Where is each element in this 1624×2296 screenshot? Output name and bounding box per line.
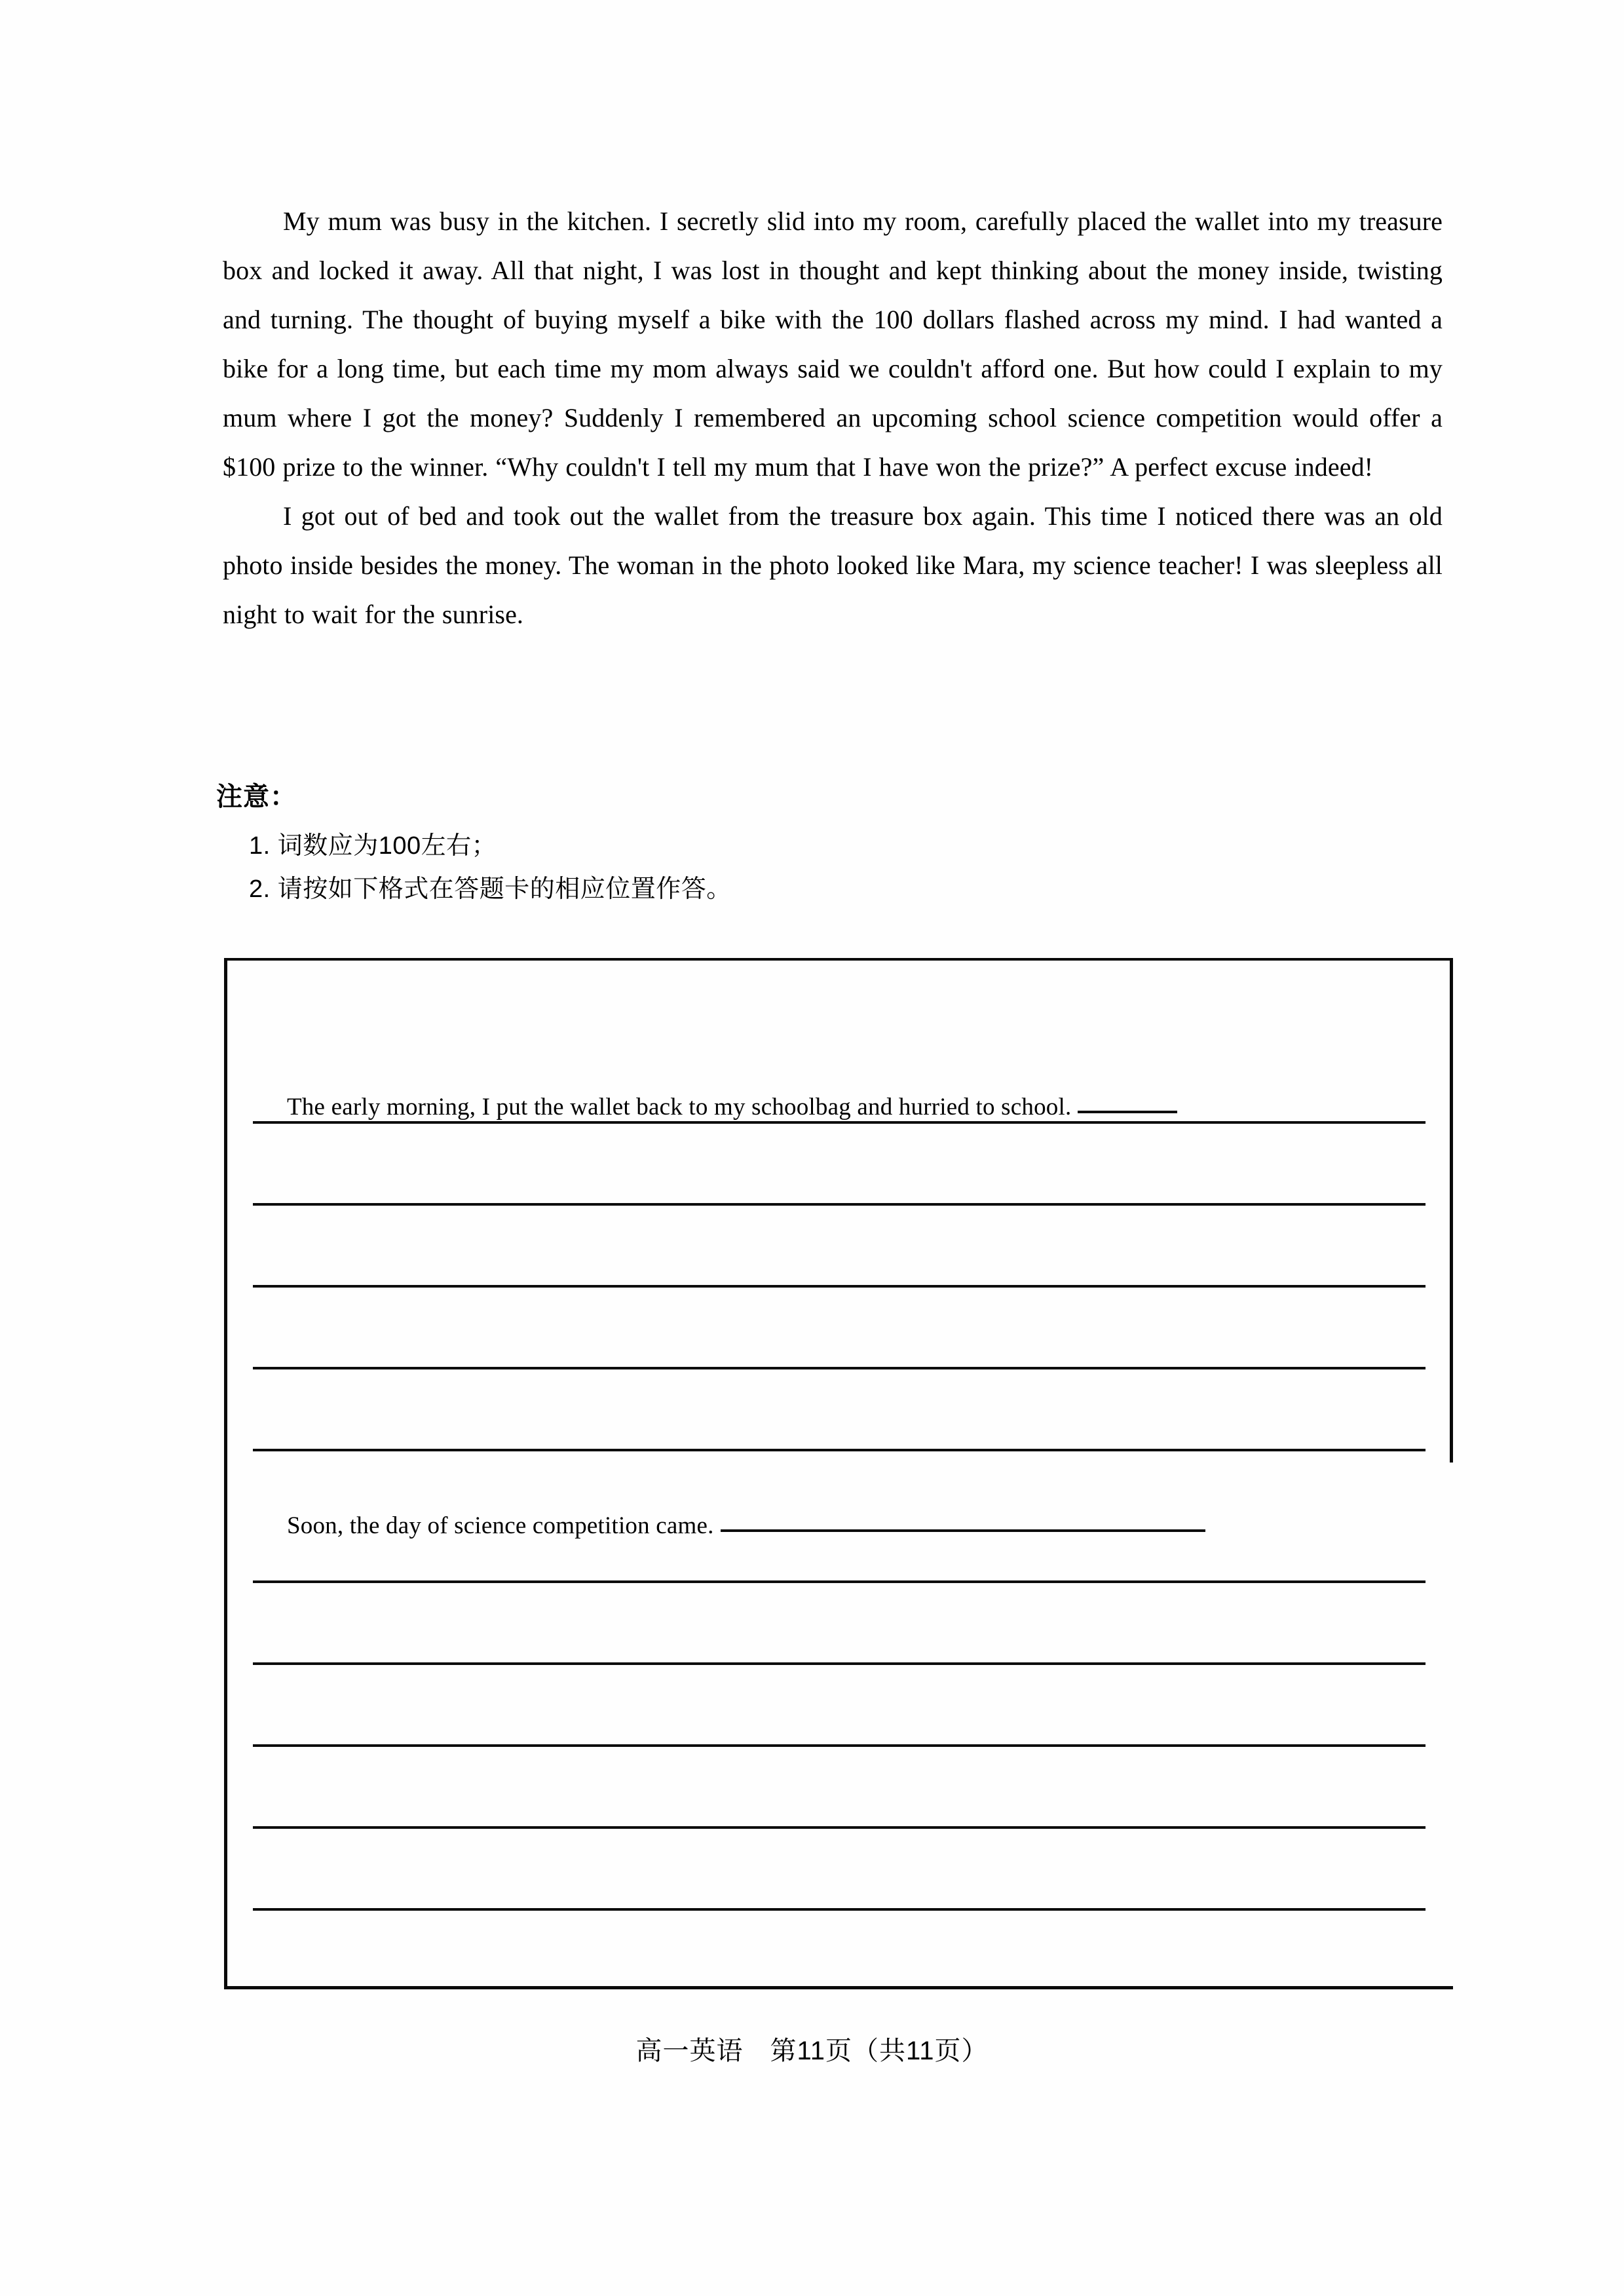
answer-paragraph-starter-1 xyxy=(253,1092,1177,1123)
writing-line[interactable] xyxy=(253,1908,1426,1911)
writing-line[interactable] xyxy=(253,1662,1426,1665)
answer-box-right-border xyxy=(1450,958,1453,1463)
writing-line[interactable] xyxy=(253,1121,1426,1124)
instructions-block xyxy=(216,778,1199,912)
writing-line[interactable] xyxy=(253,1744,1426,1747)
starter-blank-2[interactable] xyxy=(721,1529,1205,1532)
passage-text xyxy=(223,197,1443,639)
page-footer: 高一英语 第11页（共11页） xyxy=(635,2037,989,2065)
instructions-title: 注意： xyxy=(216,782,297,811)
writing-line[interactable] xyxy=(253,1203,1426,1206)
writing-line[interactable] xyxy=(253,1580,1426,1583)
answer-box-interior xyxy=(253,958,1426,1989)
starter-text-2: Soon, the day of science competition came. xyxy=(287,1512,714,1539)
starter-text-1: The early morning, I put the wallet back to my schoolbag and hurried to school. xyxy=(287,1094,1072,1120)
instruction-item-2: 2. 请按如下格式在答题卡的相应位置作答。 xyxy=(249,875,732,903)
writing-line[interactable] xyxy=(253,1449,1426,1451)
writing-line[interactable] xyxy=(253,1285,1426,1288)
passage-paragraph-2: I got out of bed and took out the wallet from the treasure box again. This time I noticed there was an old photo inside besides the money. The woman in the photo looked like Mara, my science teacher! I was sleepless all night to wait for the sunrise. xyxy=(223,501,1443,629)
answer-box-left-border xyxy=(224,958,227,1989)
answer-paragraph-starter-2 xyxy=(253,1510,1205,1542)
answer-writing-box xyxy=(224,958,1453,1989)
starter-blank-1[interactable] xyxy=(1078,1111,1177,1113)
passage-paragraph-1: My mum was busy in the kitchen. I secretly slid into my room, carefully placed the wallet into my treasure box and locked it away. All that night, I was lost in thought and kept thinking about the money inside, twisting and turning. The thought of buying myself a bike with the 100 dollars flashed across my mind. I had wanted a bike for a long time, but each time my mom always said we couldn't afford one. But how could I explain to my mum where I got the money? Suddenly I remembered an upcoming school science competition would offer a $100 prize to the winner. “Why couldn't I tell my mum that I have won the prize?” A perfect excuse indeed! xyxy=(223,206,1443,482)
writing-line[interactable] xyxy=(253,1367,1426,1369)
writing-line[interactable] xyxy=(253,1826,1426,1829)
instruction-item-1: 1. 词数应为100左右； xyxy=(249,832,497,860)
